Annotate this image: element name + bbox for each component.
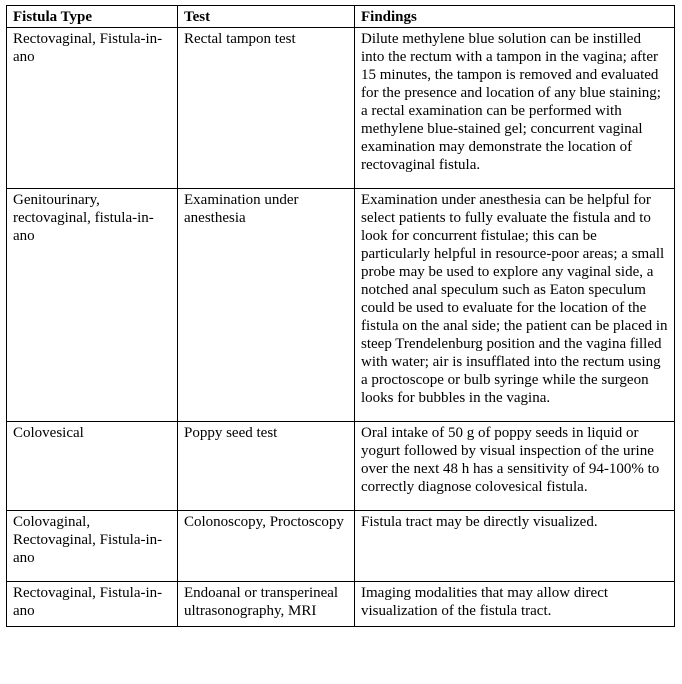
- table-row: [7, 511, 675, 582]
- cell-findings: Imaging modalities that may allow direct visualization of the fistula tract.: [355, 582, 675, 627]
- header-findings: Findings: [355, 6, 675, 28]
- fistula-tests-table: [6, 5, 675, 627]
- table-row: [7, 28, 675, 189]
- cell-test: Poppy seed test: [178, 422, 355, 511]
- cell-findings: Oral intake of 50 g of poppy seeds in liquid or yogurt followed by visual inspection of the urine over the next 48 h has a sensitivity of 94-100% to correctly diagnose colovesical fistula.: [355, 422, 675, 511]
- table-row: [7, 189, 675, 422]
- cell-findings: Examination under anesthesia can be helpful for select patients to fully evaluate the fistula and to look for concurrent fistulae; this can be particularly helpful in resource-poor areas; a small probe may be used to explore any vaginal side, a notched anal speculum such as Eaton speculum could be used to evaluate for the location of the fistula on the anal side; the patient can be placed in steep Trendelenburg position and the vagina filled with water; air is insufflated into the rectum using a proctoscope or bulb syringe while the surgeon looks for bubbles in the vagina.: [355, 189, 675, 422]
- cell-test: Endoanal or transperineal ultrasonography, MRI: [178, 582, 355, 627]
- cell-test: Examination under anesthesia: [178, 189, 355, 422]
- cell-findings: Dilute methylene blue solution can be instilled into the rectum with a tampon in the vagina; after 15 minutes, the tampon is removed and evaluated for the presence and location of any blue staining; a rectal examination can be performed with methylene blue-stained gel; concurrent vaginal examination may demonstrate the location of rectovaginal fistula.: [355, 28, 675, 189]
- cell-test: Colonoscopy, Proctoscopy: [178, 511, 355, 582]
- table-header-row: [7, 6, 675, 28]
- cell-fistula-type: Genitourinary, rectovaginal, fistula-in-ano: [7, 189, 178, 422]
- header-test: Test: [178, 6, 355, 28]
- cell-test: Rectal tampon test: [178, 28, 355, 189]
- header-fistula-type: Fistula Type: [7, 6, 178, 28]
- cell-fistula-type: Rectovaginal, Fistula-in-ano: [7, 582, 178, 627]
- table-row: [7, 422, 675, 511]
- cell-findings: Fistula tract may be directly visualized.: [355, 511, 675, 582]
- cell-fistula-type: Rectovaginal, Fistula-in-ano: [7, 28, 178, 189]
- table-row: [7, 582, 675, 627]
- cell-fistula-type: Colovaginal, Rectovaginal, Fistula-in-ano: [7, 511, 178, 582]
- cell-fistula-type: Colovesical: [7, 422, 178, 511]
